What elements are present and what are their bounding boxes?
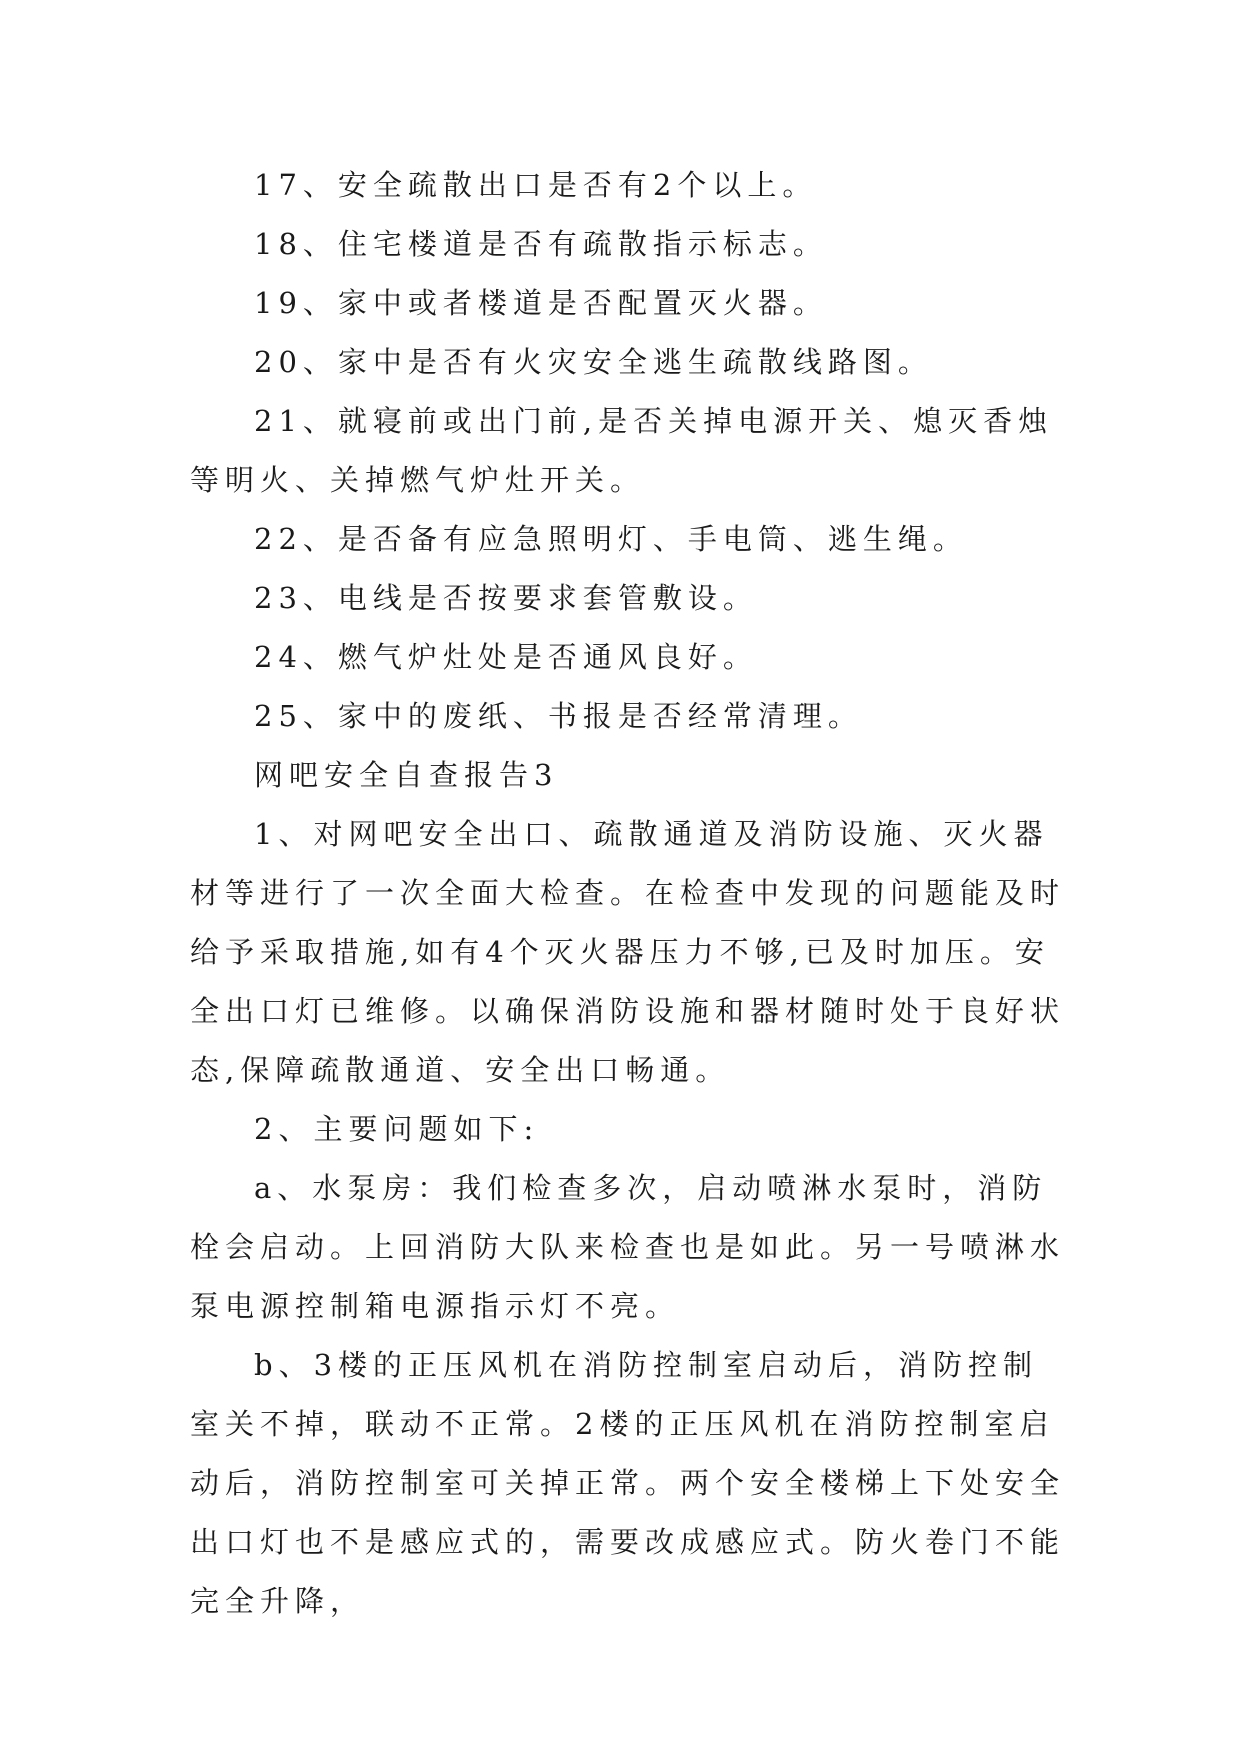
paragraph-item-19: 19、家中或者楼道是否配置灭火器。 xyxy=(254,286,828,320)
paragraph-item-24: 24、燃气炉灶处是否通风良好。 xyxy=(254,640,758,674)
report-paragraph-1: 1、对网吧安全出口、疏散通道及消防设施、灭火器材等进行了一次全面大检查。在检查中发现的问题能及时给予采取措施,如有4个灭火器压力不够,已及时加压。安全出口灯已维修。以确保消防设施和器材随时处于良好状态,保障疏散通道、安全出口畅通。 xyxy=(190,817,1066,1087)
report-paragraph-2: 2、主要问题如下: xyxy=(254,1112,540,1146)
report-paragraph-b: b、3楼的正压风机在消防控制室启动后，消防控制室关不掉，联动不正常。2楼的正压风机在消防控制室启动后，消防控制室可关掉正常。两个安全楼梯上下处安全出口灯也不是感应式的，需要改成感应式。防火卷门不能完全升降， xyxy=(190,1348,1066,1618)
report-paragraph-a: a、水泵房：我们检查多次，启动喷淋水泵时，消防栓会启动。上回消防大队来检查也是如此。另一号喷淋水泵电源控制箱电源指示灯不亮。 xyxy=(190,1171,1066,1323)
paragraph-item-17: 17、安全疏散出口是否有2个以上。 xyxy=(254,168,818,202)
paragraph-item-21: 21、就寝前或出门前,是否关掉电源开关、熄灭香烛等明火、关掉燃气炉灶开关。 xyxy=(190,404,1054,497)
paragraph-item-25: 25、家中的废纸、书报是否经常清理。 xyxy=(254,699,863,733)
document-body xyxy=(190,156,1066,1631)
section-heading: 网吧安全自查报告3 xyxy=(254,758,559,792)
paragraph-item-22: 22、是否备有应急照明灯、手电筒、逃生绳。 xyxy=(254,522,968,556)
paragraph-item-18: 18、住宅楼道是否有疏散指示标志。 xyxy=(254,227,828,261)
paragraph-item-23: 23、电线是否按要求套管敷设。 xyxy=(254,581,758,615)
paragraph-item-20: 20、家中是否有火灾安全逃生疏散线路图。 xyxy=(254,345,933,379)
